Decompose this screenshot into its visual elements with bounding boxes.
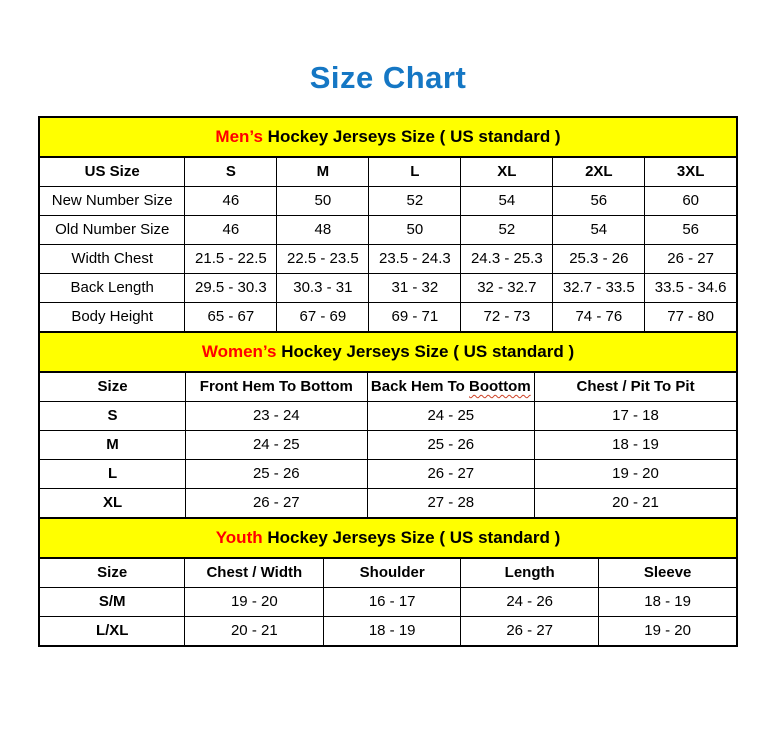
youth-row-label: L/XL: [39, 617, 185, 647]
mens-cell: 21.5 - 22.5: [185, 245, 277, 274]
womens-section-highlight: Women’s: [201, 341, 277, 361]
womens-col-header: Chest / Pit To Pit: [535, 372, 737, 402]
womens-section-header: [39, 332, 737, 372]
womens-cell: 23 - 24: [186, 402, 367, 431]
mens-cell: 56: [645, 216, 737, 245]
mens-cell: 33.5 - 34.6: [645, 274, 737, 303]
mens-cell: 22.5 - 23.5: [277, 245, 369, 274]
youth-section-header: [39, 518, 737, 558]
womens-col-header: Size: [39, 372, 186, 402]
mens-cell: 74 - 76: [553, 303, 645, 333]
womens-row-label: S: [39, 402, 186, 431]
mens-cell: 26 - 27: [645, 245, 737, 274]
womens-row: [39, 489, 737, 519]
womens-cell: 24 - 25: [186, 431, 367, 460]
mens-section-header: [39, 117, 737, 157]
mens-row: [39, 245, 737, 274]
womens-col-header: [367, 372, 535, 402]
mens-cell: 52: [369, 187, 461, 216]
youth-cell: 20 - 21: [185, 617, 324, 647]
mens-cell: 56: [553, 187, 645, 216]
womens-cell: 25 - 26: [186, 460, 367, 489]
mens-row-label: New Number Size: [39, 187, 185, 216]
womens-cell: 24 - 25: [367, 402, 535, 431]
mens-row: [39, 303, 737, 333]
youth-section-highlight: Youth: [215, 527, 263, 547]
mens-row-label: Width Chest: [39, 245, 185, 274]
mens-col-header: 3XL: [645, 157, 737, 187]
mens-section-highlight: Men’s: [215, 126, 263, 146]
womens-col-header-text: Back Hem To: [370, 377, 470, 395]
womens-cell: 18 - 19: [535, 431, 737, 460]
mens-cell: 23.5 - 24.3: [369, 245, 461, 274]
womens-row: [39, 460, 737, 489]
mens-cell: 54: [461, 187, 553, 216]
youth-col-header: Chest / Width: [185, 558, 324, 588]
womens-section-title-rest: Hockey Jerseys Size ( US standard ): [276, 341, 575, 361]
size-chart: [38, 116, 738, 647]
mens-cell: 30.3 - 31: [277, 274, 369, 303]
youth-col-header: Length: [461, 558, 599, 588]
youth-row-label: S/M: [39, 588, 185, 617]
mens-row-label: Back Length: [39, 274, 185, 303]
womens-row-label: L: [39, 460, 186, 489]
mens-row: [39, 216, 737, 245]
mens-cell: 46: [185, 216, 277, 245]
youth-col-header: Size: [39, 558, 185, 588]
womens-row: [39, 402, 737, 431]
youth-col-header: Shoulder: [324, 558, 461, 588]
mens-header-row: [39, 157, 737, 187]
womens-cell: 20 - 21: [535, 489, 737, 519]
misspelled-word: Boottom: [469, 377, 531, 395]
mens-row: [39, 274, 737, 303]
mens-cell: 29.5 - 30.3: [185, 274, 277, 303]
mens-cell: 67 - 69: [277, 303, 369, 333]
womens-row: [39, 431, 737, 460]
mens-size-table: [38, 116, 738, 333]
mens-col-header: 2XL: [553, 157, 645, 187]
mens-cell: 25.3 - 26: [553, 245, 645, 274]
mens-section-title-rest: Hockey Jerseys Size ( US standard ): [262, 126, 561, 146]
mens-cell: 48: [277, 216, 369, 245]
youth-cell: 18 - 19: [599, 588, 737, 617]
mens-cell: 24.3 - 25.3: [461, 245, 553, 274]
mens-cell: 46: [185, 187, 277, 216]
womens-cell: 19 - 20: [535, 460, 737, 489]
youth-col-header: Sleeve: [599, 558, 737, 588]
youth-section-title-rest: Hockey Jerseys Size ( US standard ): [262, 527, 561, 547]
womens-size-table: [38, 331, 738, 519]
womens-cell: 26 - 27: [367, 460, 535, 489]
mens-cell: 54: [553, 216, 645, 245]
mens-col-header: S: [185, 157, 277, 187]
mens-row-label: Old Number Size: [39, 216, 185, 245]
youth-cell: 19 - 20: [599, 617, 737, 647]
mens-cell: 65 - 67: [185, 303, 277, 333]
youth-row: [39, 617, 737, 647]
youth-cell: 19 - 20: [185, 588, 324, 617]
mens-col-header: XL: [461, 157, 553, 187]
mens-cell: 50: [277, 187, 369, 216]
youth-header-row: [39, 558, 737, 588]
womens-cell: 26 - 27: [186, 489, 367, 519]
mens-cell: 32 - 32.7: [461, 274, 553, 303]
mens-row: [39, 187, 737, 216]
mens-cell: 69 - 71: [369, 303, 461, 333]
page-title: Size Chart: [309, 60, 467, 95]
womens-cell: 27 - 28: [367, 489, 535, 519]
mens-cell: 31 - 32: [369, 274, 461, 303]
mens-cell: 77 - 80: [645, 303, 737, 333]
mens-cell: 52: [461, 216, 553, 245]
mens-cell: 60: [645, 187, 737, 216]
youth-cell: 26 - 27: [461, 617, 599, 647]
youth-size-table: [38, 517, 738, 647]
womens-cell: 25 - 26: [367, 431, 535, 460]
womens-cell: 17 - 18: [535, 402, 737, 431]
womens-row-label: M: [39, 431, 186, 460]
mens-cell: 50: [369, 216, 461, 245]
youth-row: [39, 588, 737, 617]
mens-cell: 32.7 - 33.5: [553, 274, 645, 303]
youth-cell: 16 - 17: [324, 588, 461, 617]
mens-cell: 72 - 73: [461, 303, 553, 333]
mens-col-header: US Size: [39, 157, 185, 187]
youth-cell: 24 - 26: [461, 588, 599, 617]
womens-row-label: XL: [39, 489, 186, 519]
womens-col-header: Front Hem To Bottom: [186, 372, 367, 402]
youth-cell: 18 - 19: [324, 617, 461, 647]
mens-row-label: Body Height: [39, 303, 185, 333]
womens-header-row: [39, 372, 737, 402]
mens-col-header: M: [277, 157, 369, 187]
mens-col-header: L: [369, 157, 461, 187]
